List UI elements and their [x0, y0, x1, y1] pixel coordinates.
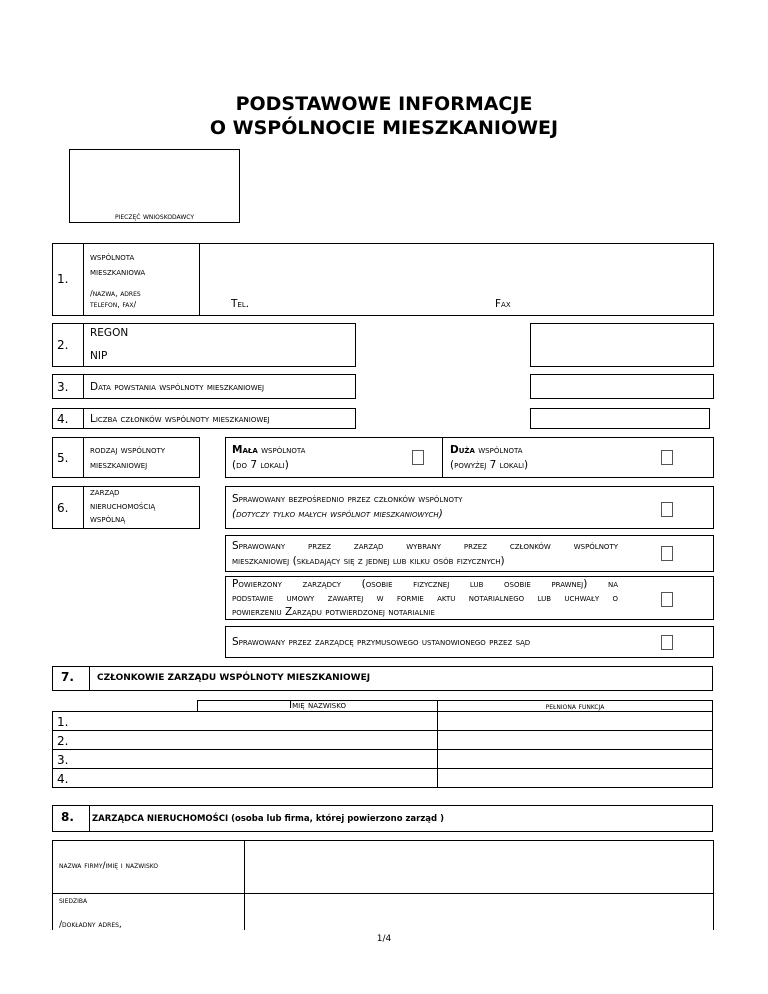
section-7-header [52, 666, 713, 691]
section-8-header [52, 805, 713, 832]
management-option-2 [225, 535, 714, 572]
address-label: /dokładny adres, [59, 920, 122, 930]
title-line-1: PODSTAWOWE INFORMACJE [235, 93, 533, 115]
small-community-rest: wspólnota [257, 444, 306, 456]
management-option-4-checkbox[interactable] [661, 635, 673, 650]
management-option-1-line1: Sprawowany bezpośrednio przez członków wspólnoty [232, 493, 463, 505]
management-option-3-line2: podstawie umowy zawartej w formie aktu notarialnego lub uchwały o [232, 592, 618, 604]
large-community-option [450, 443, 528, 473]
management-option-2-line1: Sprawowany przez zarząd wybrany przez członków wspólnoty [232, 540, 618, 552]
management-option-1-line2: (dotyczy tylko małych wspólnot mieszkaniowych) [232, 508, 443, 520]
board-members-title: CZŁONKOWIE ZARZĄDU WSPÓLNOTY MIESZKANIOWEJ [97, 673, 371, 683]
community-type-label [90, 443, 165, 473]
section-2 [52, 323, 356, 367]
members-count-field[interactable] [530, 408, 710, 429]
management-option-1 [225, 486, 714, 529]
management-option-1-text [232, 492, 463, 522]
community-type-label-line1: rodzaj wspólnoty [90, 444, 166, 456]
large-community-sub: (powyżej 7 lokali) [450, 459, 529, 471]
section-1-number: 1. [57, 272, 69, 286]
management-label-line3: wspólną [90, 513, 126, 525]
col-function-header: pełniona funkcja [545, 702, 605, 711]
management-label [90, 486, 155, 527]
founding-date-field[interactable] [530, 374, 714, 399]
seat-label: siedziba [59, 896, 88, 906]
management-option-2-checkbox[interactable] [661, 546, 673, 561]
small-community-bold: Mała [232, 444, 258, 456]
section-7-number: 7. [61, 670, 74, 684]
section-3 [52, 374, 356, 399]
nip-label: NIP [90, 350, 108, 362]
management-option-3-line3: powierzeniu Zarządu potwierdzonej notarialnie [232, 606, 435, 618]
management-label-line2: nieruchomością [90, 499, 156, 512]
large-community-checkbox[interactable] [661, 450, 673, 465]
management-option-4 [225, 626, 714, 658]
community-label-line2: mieszkaniowa [90, 266, 146, 278]
table-row: 2. [57, 734, 69, 748]
table-row: 4. [57, 772, 69, 786]
small-community-checkbox[interactable] [412, 450, 424, 465]
stamp-box [69, 149, 240, 223]
community-sublabel-line2: telefon, fax/ [90, 300, 137, 309]
section-2-number: 2. [57, 338, 69, 352]
section-5 [52, 437, 200, 478]
small-community-option [232, 443, 305, 473]
management-option-1-checkbox[interactable] [661, 502, 673, 517]
section-4 [52, 408, 356, 429]
table-row: 3. [57, 753, 69, 767]
management-option-3-text [232, 577, 618, 619]
section-5-number: 5. [57, 451, 69, 465]
management-option-2-line2: mieszkaniowej (składający się z jednej lub kilku osób fizycznych) [232, 555, 505, 567]
firm-name-label: nazwa firmy/imię i nazwisko [59, 861, 159, 871]
section-6-number: 6. [57, 501, 69, 515]
community-sublabel-line1: /nazwa, adres [90, 289, 141, 298]
fax-label: Fax [495, 298, 511, 310]
title-line-2: O WSPÓLNOCIE MIESZKANIOWEJ [209, 117, 559, 139]
members-count-label: Liczba członków wspólnoty mieszkaniowej [90, 413, 270, 425]
regon-nip-field[interactable] [530, 323, 714, 367]
community-type-label-line2: mieszkaniowej [90, 459, 148, 471]
management-option-3-checkbox[interactable] [661, 592, 673, 607]
col-name-header: Imię nazwisko [289, 699, 346, 711]
large-community-rest: wspólnota [474, 444, 523, 456]
large-community-bold: Duża [450, 444, 475, 456]
community-label-line1: wspólnota [90, 251, 135, 263]
section-6 [52, 486, 200, 529]
tel-label: Tel. [231, 298, 250, 310]
table-row: 1. [57, 715, 69, 729]
founding-date-label: Data powstania wspólnoty mieszkaniowej [90, 381, 265, 393]
section-8-number: 8. [61, 810, 74, 824]
seat-field[interactable] [245, 895, 711, 929]
section-4-number: 4. [57, 412, 69, 426]
page-number: 1/4 [376, 934, 392, 944]
management-label-line1: zarząd [90, 486, 120, 498]
community-type-options [225, 437, 714, 478]
board-members-table [52, 700, 713, 788]
management-option-3-line1: Powierzony zarządcy (osobie fizycznej lub osobie prawnej) na [232, 578, 618, 590]
page-title [0, 92, 768, 140]
community-label [90, 250, 145, 280]
regon-label: REGON [90, 327, 129, 339]
management-option-3 [225, 576, 714, 620]
management-option-2-text [232, 539, 618, 569]
section-3-number: 3. [57, 380, 69, 394]
community-sublabel [90, 288, 141, 310]
small-community-sub: (do 7 lokali) [232, 459, 289, 471]
stamp-label: pieczęć wnioskodawcy [114, 212, 195, 221]
firm-name-field[interactable] [245, 842, 711, 892]
manager-title: ZARZĄDCA NIERUCHOMOŚCI (osoba lub firma, której powierzono zarząd ) [92, 814, 444, 824]
management-option-4-text: Sprawowany przez zarządcę przymusowego ustanowionego przez sąd [232, 636, 531, 648]
section-1 [52, 243, 714, 316]
